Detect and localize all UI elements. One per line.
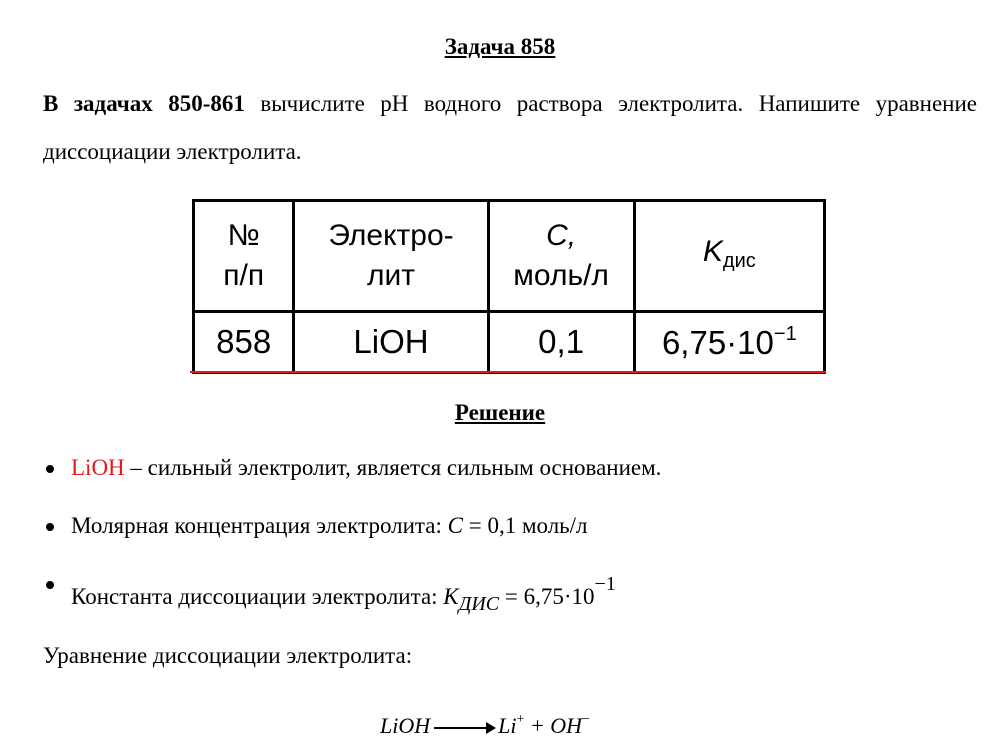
header-c-unit: моль/л: [513, 259, 609, 292]
point2-value: = 0,1 моль/л: [462, 513, 588, 538]
point3-value: = 6,75·10: [499, 584, 595, 609]
solution-title: Решение: [454, 400, 546, 425]
equation-cation: Li: [498, 713, 517, 738]
cell-concentration: 0,1: [488, 312, 634, 373]
cell-kdis-mantissa: 6,75·10: [661, 323, 774, 361]
header-k-sub: дис: [722, 249, 756, 272]
point2-symbol: C: [447, 513, 463, 538]
point3-sub: ДИС: [458, 593, 500, 615]
equation-plus: +: [524, 713, 551, 738]
header-number-line2: п/п: [223, 259, 265, 292]
statement-text: вычислите pH водного раствора электролита. Напишите уравнение диссоциации электролита.: [43, 91, 977, 164]
point2-text: Молярная концентрация электролита:: [71, 513, 448, 538]
cell-kdis-exponent: −1: [773, 322, 797, 345]
solution-points: [43, 448, 661, 622]
header-electrolyte-line2: лит: [366, 259, 415, 292]
reaction-arrow-icon: [434, 727, 494, 729]
equation-anion-charge: −: [582, 712, 590, 727]
red-underline: [190, 371, 826, 373]
header-kdis: [634, 201, 824, 312]
table-row: [194, 312, 825, 373]
equation-anion: OH: [550, 713, 583, 738]
problem-title: Задача 858: [444, 34, 556, 59]
electrolyte-highlight: LiOH: [71, 455, 125, 480]
header-number-line1: №: [227, 219, 260, 252]
table-header-row: [194, 201, 825, 312]
cell-number: 858: [194, 312, 294, 373]
list-item: [43, 506, 661, 564]
statement-bold-part: В задачах 850-861: [43, 91, 245, 116]
equation-left: LiOH: [380, 713, 431, 738]
point1-text: – сильный электролит, является сильным основанием.: [124, 455, 662, 480]
list-item: [43, 564, 661, 622]
header-electrolyte: [294, 201, 488, 312]
point3-exponent: −1: [594, 573, 616, 595]
cell-electrolyte: LiOH: [294, 312, 488, 373]
list-item: [43, 448, 661, 506]
point3-text: Константа диссоциации электролита:: [71, 584, 444, 609]
header-c-symbol: C,: [546, 219, 577, 252]
dissociation-equation: [380, 712, 590, 739]
data-table: [192, 199, 826, 374]
point3-symbol: K: [443, 584, 459, 609]
equation-label: Уравнение диссоциации электролита:: [43, 643, 413, 668]
header-number: [194, 201, 294, 312]
header-concentration: [488, 201, 634, 312]
header-electrolyte-line1: Электро-: [328, 219, 454, 252]
header-k-symbol: K: [702, 234, 723, 268]
cell-kdis: [634, 312, 824, 373]
problem-statement: [43, 80, 977, 176]
equation-cation-charge: +: [516, 712, 525, 727]
